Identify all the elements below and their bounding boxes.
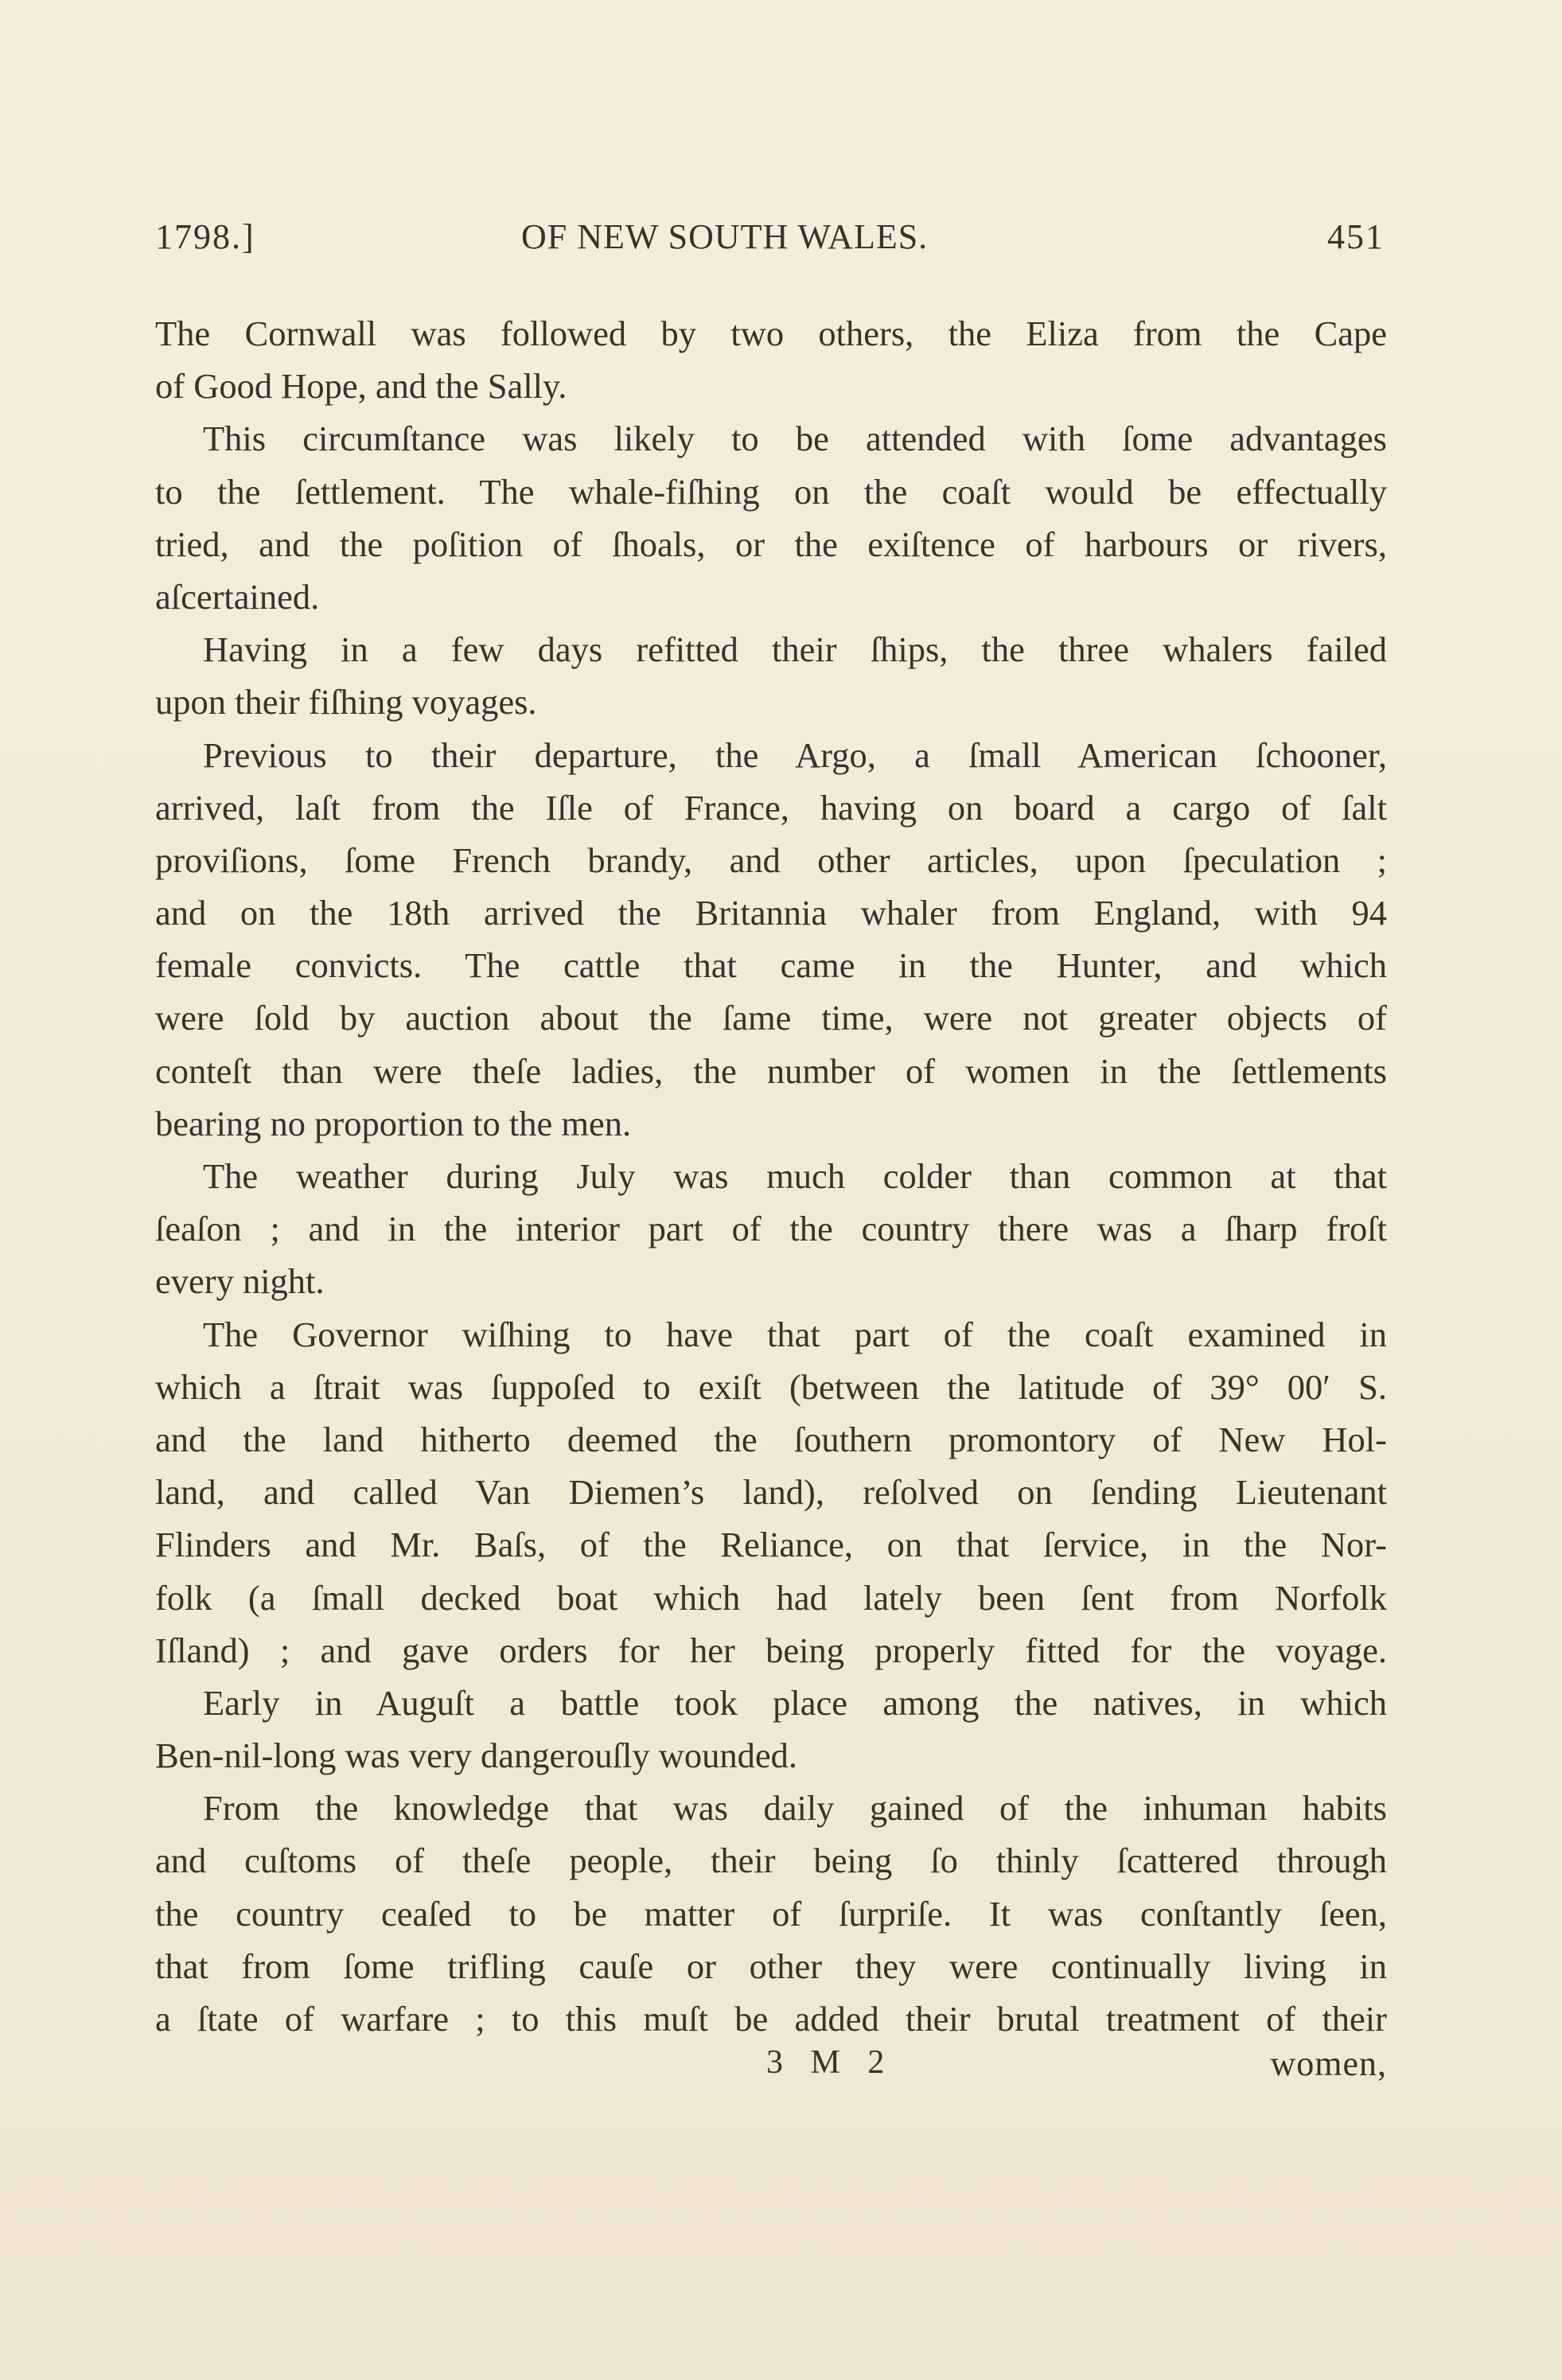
text-line: From the knowledge that was daily gained of the inhuman habits (203, 1788, 1387, 1829)
text-line: female convicts. The cattle that came in the Hunter, and which (155, 945, 1387, 986)
page-footer (155, 2043, 1387, 2091)
text-line: were ſold by auction about the ſame time, were not greater objects of (155, 998, 1387, 1038)
text-line: This circumſtance was likely to be attended with ſome advantages (203, 419, 1387, 459)
text-line: tried, and the poſition of ſhoals, or the exiſtence of harbours or rivers, (155, 524, 1387, 564)
text-line: The Governor wiſhing to have that part of the coaſt examined in (203, 1314, 1387, 1354)
text-line: a ſtate of warfare ; to this muſt be added their brutal treatment of their (155, 1999, 1387, 2039)
text-line: Ben-nil-long was very dangerouſly wounded. (155, 1735, 797, 1776)
text-line: and the land hitherto deemed the ſouthern promontory of New Hol- (155, 1419, 1387, 1459)
text-line: arrived, laſt from the Iſle of France, having on board a cargo of ſalt (155, 787, 1387, 828)
text-line: Flinders and Mr. Baſs, of the Reliance, on that ſervice, in the Nor- (155, 1525, 1387, 1565)
text-line: Iſland) ; and gave orders for her being properly fitted for the voyage. (155, 1630, 1387, 1670)
text-line: Early in Auguſt a battle took place among the natives, in which (203, 1682, 1387, 1723)
text-line: of Good Hope, and the Sally. (155, 366, 567, 407)
text-line: The weather during July was much colder than common at that (203, 1156, 1387, 1196)
text-line: to the ſettlement. The whale-fiſhing on the coaſt would be effectually (155, 471, 1387, 512)
text-line: every night. (155, 1261, 325, 1302)
text-line: which a ſtrait was ſuppoſed to exiſt (between the latitude of 39° 00′ S. (155, 1366, 1387, 1407)
page-header (155, 216, 1385, 264)
header-year: 1798.] (155, 217, 255, 256)
text-line: that from ſome trifling cauſe or other they were continually living in (155, 1946, 1387, 1986)
text-line: land, and called Van Diemen’s land), reſolved on ſending Lieutenant (155, 1472, 1387, 1513)
text-line: ſeaſon ; and in the interior part of the country there was a ſharp froſt (155, 1209, 1387, 1249)
text-line: and cuſtoms of theſe people, their being ſo thinly ſcattered through (155, 1841, 1387, 1881)
text-line: aſcertained. (155, 576, 320, 617)
catchword: women, (1270, 2044, 1387, 2083)
text-line: Previous to their departure, the Argo, a ſmall American ſchooner, (203, 734, 1387, 775)
text-line: the country ceaſed to be matter of ſurpriſe. It was conſtantly ſeen, (155, 1893, 1387, 1934)
text-line: bearing no proportion to the men. (155, 1103, 632, 1143)
text-line: The Cornwall was followed by two others, the Eliza from the Cape (155, 314, 1387, 353)
text-line: proviſions, ſome French brandy, and other articles, upon ſpeculation ; (155, 839, 1387, 880)
page-number: 451 (1327, 217, 1385, 256)
signature-mark: 3 M 2 (766, 2044, 894, 2081)
running-title: OF NEW SOUTH WALES. (521, 217, 929, 256)
text-line: folk (a ſmall decked boat which had lately been ſent from Norfolk (155, 1577, 1387, 1618)
text-line: conteſt than were theſe ladies, the number of women in the ſettlements (155, 1050, 1387, 1091)
text-line: upon their fiſhing voyages. (155, 682, 537, 723)
body-text (155, 307, 1387, 2045)
text-line: and on the 18th arrived the Britannia whaler from England, with 94 (155, 893, 1387, 933)
text-line: Having in a few days refitted their ſhips, the three whalers failed (203, 629, 1387, 670)
